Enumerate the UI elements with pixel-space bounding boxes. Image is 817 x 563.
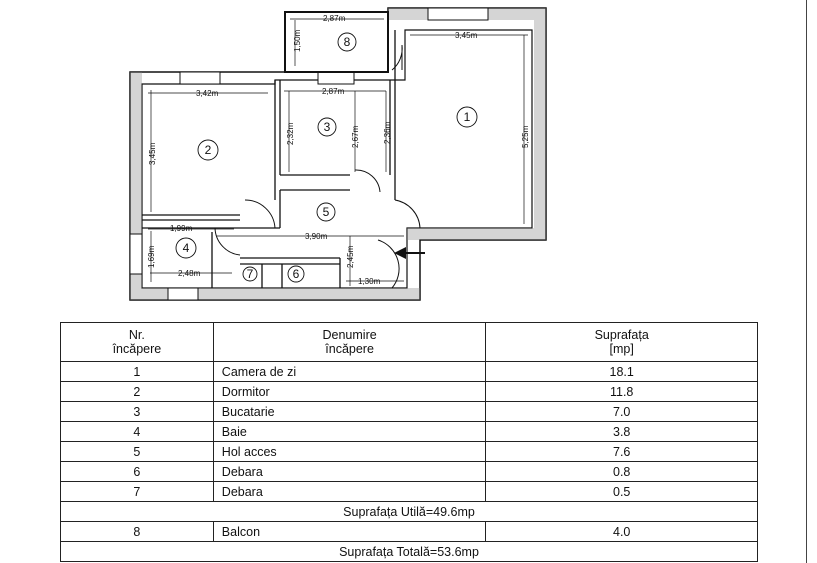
dim-living-length: 5,25m: [521, 125, 530, 148]
dim-kitchen-left: 2,32m: [286, 122, 295, 145]
table-header-row: [61, 323, 758, 362]
table-row: 5 Hol acces 7.6: [61, 442, 758, 462]
table-row: 3 Bucatarie 7.0: [61, 402, 758, 422]
dim-bedroom-length: 3,45m: [148, 142, 157, 165]
page-edge: [806, 0, 807, 563]
total-area: Suprafața Totală=53.6mp: [61, 542, 758, 562]
dim-hall-length: 3,90m: [305, 232, 328, 241]
useful-area-total: Suprafața Utilă=49.6mp: [61, 502, 758, 522]
header-area: Suprafața [mp]: [486, 323, 758, 362]
room-area-table: [60, 322, 758, 562]
dim-bath-bottom: 2,48m: [178, 269, 201, 278]
dim-kitchen-right: 2,36m: [383, 121, 392, 144]
table-row: 1 Camera de zi 18.1: [61, 362, 758, 382]
dim-kitchen-mid: 2,67m: [351, 125, 360, 148]
room-number-4: 4: [182, 241, 190, 255]
room-number-8: 8: [343, 35, 351, 49]
dim-balcony-width: 2,87m: [323, 14, 346, 23]
room-number-7: 7: [246, 267, 254, 281]
dim-kitchen-width: 2,87m: [322, 87, 345, 96]
useful-area-row: [61, 502, 758, 522]
room-number-1: 1: [463, 110, 471, 124]
balcony-row: 8 Balcon 4.0: [61, 522, 758, 542]
dim-balcony-depth: 1,50m: [293, 29, 302, 52]
room-number-3: 3: [323, 120, 331, 134]
room-number-2: 2: [204, 143, 212, 157]
header-nr: Nr. încăpere: [61, 323, 214, 362]
room-number-5: 5: [322, 205, 330, 219]
table-row: 7 Debara 0.5: [61, 482, 758, 502]
room-number-6: 6: [292, 267, 300, 281]
dim-bath-width: 1,99m: [170, 224, 193, 233]
dim-bath-depth: 1,69m: [147, 245, 156, 268]
header-name: Denumire încăpere: [213, 323, 486, 362]
dim-hall-depth: 2,45m: [346, 245, 355, 268]
table-row: 4 Baie 3.8: [61, 422, 758, 442]
total-area-row: [61, 542, 758, 562]
table-row: 2 Dormitor 11.8: [61, 382, 758, 402]
dim-bedroom-width: 3,42m: [196, 89, 219, 98]
dim-entry-width: 1,30m: [358, 277, 381, 286]
table-row: 6 Debara 0.8: [61, 462, 758, 482]
dim-living-width: 3,45m: [455, 31, 478, 40]
